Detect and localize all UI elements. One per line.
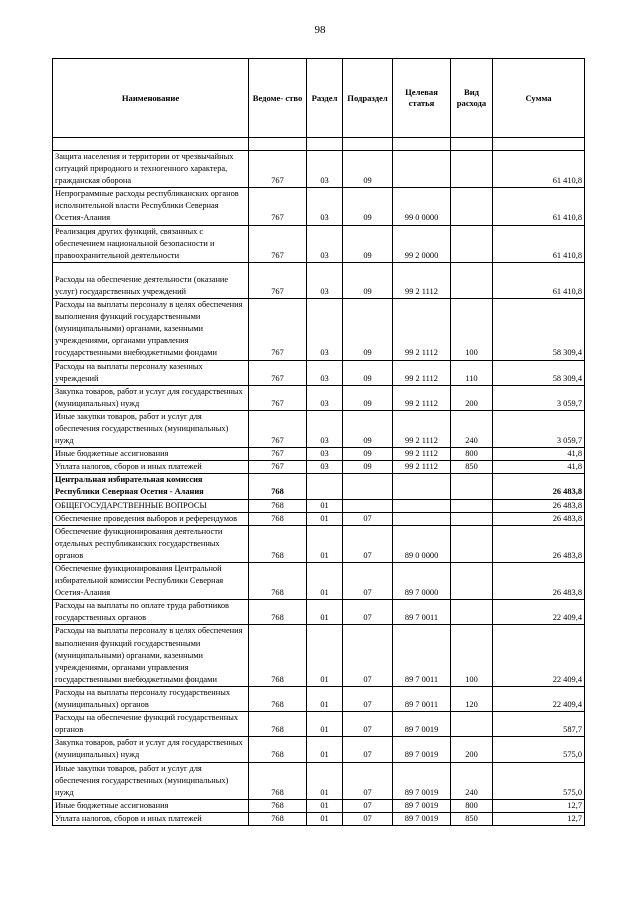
cell-target: 89 7 0019 [393, 762, 451, 799]
cell-subsection: 09 [343, 410, 393, 447]
cell-subsection: 09 [343, 448, 393, 461]
table-row [53, 151, 585, 188]
cell-section: 03 [307, 410, 343, 447]
table-row [53, 563, 585, 600]
cell-section: 03 [307, 151, 343, 188]
cell-target [393, 512, 451, 525]
cell-name: Реализация других функций, связанных с обеспечением национальной безопасности и правоохранительной деятельности [53, 225, 249, 262]
header-name: Наименование [53, 59, 249, 138]
cell-target: 99 2 1112 [393, 299, 451, 360]
table-row [53, 385, 585, 410]
cell-section: 01 [307, 799, 343, 812]
cell-sum: 22 409,4 [493, 625, 585, 686]
cell-sum: 41,8 [493, 448, 585, 461]
cell-subsection [343, 499, 393, 512]
cell-subsection: 07 [343, 512, 393, 525]
cell-target: 99 2 1112 [393, 448, 451, 461]
cell-target: 99 2 1112 [393, 385, 451, 410]
cell-subsection: 09 [343, 151, 393, 188]
cell-target: 99 2 1112 [393, 410, 451, 447]
table-body [53, 138, 585, 826]
cell-sum: 3 059,7 [493, 410, 585, 447]
cell-type: 120 [451, 686, 493, 711]
cell-name: Обеспечение функционирования деятельности отдельных республиканских государственных органов [53, 525, 249, 562]
cell-target: 99 2 1112 [393, 262, 451, 298]
cell-dept: 767 [249, 262, 307, 298]
cell-dept: 767 [249, 448, 307, 461]
table-row [53, 448, 585, 461]
table-row [53, 625, 585, 686]
cell-name: Закупка товаров, работ и услуг для государственных (муниципальных) нужд [53, 385, 249, 410]
cell-section: 01 [307, 737, 343, 762]
cell-type [451, 600, 493, 625]
cell-dept: 768 [249, 474, 307, 499]
cell-sum: 26 483,8 [493, 474, 585, 499]
cell-type [451, 712, 493, 737]
cell-dept: 767 [249, 299, 307, 360]
table-row [53, 737, 585, 762]
header-sum: Сумма [493, 59, 585, 138]
cell-type: 110 [451, 360, 493, 385]
cell-type: 200 [451, 385, 493, 410]
cell-sum: 575,0 [493, 737, 585, 762]
cell-name: Расходы на выплаты персоналу казенных учреждений [53, 360, 249, 385]
cell-subsection: 09 [343, 461, 393, 474]
table-header-row [53, 59, 585, 138]
cell-name: Расходы на обеспечение функций государственных органов [53, 712, 249, 737]
cell-subsection: 07 [343, 686, 393, 711]
cell-sum: 22 409,4 [493, 686, 585, 711]
cell-type: 800 [451, 448, 493, 461]
cell-section: 01 [307, 512, 343, 525]
cell-dept: 768 [249, 712, 307, 737]
cell-name: Иные закупки товаров, работ и услуг для обеспечения государственных (муниципальных) нужд [53, 410, 249, 447]
cell-section: 03 [307, 448, 343, 461]
table-row [53, 299, 585, 360]
cell-type [451, 563, 493, 600]
cell-sum: 12,7 [493, 799, 585, 812]
cell-section: 01 [307, 625, 343, 686]
cell-dept: 768 [249, 799, 307, 812]
cell-name: Расходы на выплаты персоналу в целях обеспечения выполнения функций государственными (муниципальными) органами, казенными учреждениями, органами управления государственными внебюджетными фондами [53, 299, 249, 360]
cell-name: Центральная избирательная комиссия Республики Северная Осетия - Алания [53, 474, 249, 499]
cell-section: 01 [307, 525, 343, 562]
cell-dept: 767 [249, 410, 307, 447]
cell-dept: 767 [249, 385, 307, 410]
table-row [53, 686, 585, 711]
cell-dept: 768 [249, 512, 307, 525]
cell-target: 99 2 0000 [393, 225, 451, 262]
cell-dept: 768 [249, 686, 307, 711]
table-row [53, 762, 585, 799]
table-row [53, 712, 585, 737]
cell-target: 89 7 0019 [393, 712, 451, 737]
cell-dept: 767 [249, 461, 307, 474]
cell-type [451, 225, 493, 262]
cell-subsection: 09 [343, 262, 393, 298]
cell-dept: 767 [249, 151, 307, 188]
cell-name: ОБЩЕГОСУДАРСТВЕННЫЕ ВОПРОСЫ [53, 499, 249, 512]
cell-section: 03 [307, 262, 343, 298]
header-section: Раздел [307, 59, 343, 138]
cell-sum: 26 483,8 [493, 512, 585, 525]
page-number: 98 [314, 24, 326, 36]
cell-subsection: 09 [343, 188, 393, 225]
cell-subsection: 07 [343, 625, 393, 686]
cell-type [451, 188, 493, 225]
cell-name: Иные закупки товаров, работ и услуг для обеспечения государственных (муниципальных) нужд [53, 762, 249, 799]
cell-target: 89 7 0011 [393, 625, 451, 686]
cell-type: 100 [451, 299, 493, 360]
cell-type: 850 [451, 812, 493, 825]
cell-subsection [343, 474, 393, 499]
cell-subsection: 07 [343, 737, 393, 762]
table-row [53, 461, 585, 474]
table-row [53, 812, 585, 825]
cell-subsection: 07 [343, 812, 393, 825]
cell-name: Уплата налогов, сборов и иных платежей [53, 461, 249, 474]
cell-name: Обеспечение проведения выборов и референдумов [53, 512, 249, 525]
cell-subsection: 07 [343, 762, 393, 799]
cell-type: 240 [451, 762, 493, 799]
cell-subsection: 07 [343, 600, 393, 625]
cell-name: Непрограммные расходы республиканских органов исполнительной власти Республики Северная Осетия-Алания [53, 188, 249, 225]
table-row [53, 499, 585, 512]
cell-section: 03 [307, 360, 343, 385]
cell-subsection: 07 [343, 712, 393, 737]
cell-dept: 767 [249, 188, 307, 225]
cell-target: 89 7 0011 [393, 600, 451, 625]
cell-dept: 767 [249, 225, 307, 262]
cell-section: 03 [307, 225, 343, 262]
cell-section: 01 [307, 712, 343, 737]
cell-dept: 768 [249, 737, 307, 762]
cell-section: 03 [307, 385, 343, 410]
cell-sum: 58 309,4 [493, 360, 585, 385]
cell-sum: 61 410,8 [493, 188, 585, 225]
cell-name: Расходы на выплаты персоналу в целях обеспечения выполнения функций государственными (муниципальными) органами, казенными учреждениями, органами управления государственными внебюджетными фондами [53, 625, 249, 686]
cell-name: Расходы на выплаты персоналу государственных (муниципальных) органов [53, 686, 249, 711]
table-row [53, 525, 585, 562]
cell-sum: 26 483,8 [493, 499, 585, 512]
cell-sum: 41,8 [493, 461, 585, 474]
cell-target: 99 0 0000 [393, 188, 451, 225]
cell-sum: 26 483,8 [493, 525, 585, 562]
cell-type [451, 474, 493, 499]
cell-name: Уплата налогов, сборов и иных платежей [53, 812, 249, 825]
table-row [53, 600, 585, 625]
cell-subsection: 09 [343, 360, 393, 385]
cell-section: 01 [307, 812, 343, 825]
cell-sum: 22 409,4 [493, 600, 585, 625]
cell-name: Иные бюджетные ассигнования [53, 799, 249, 812]
cell-dept: 768 [249, 625, 307, 686]
cell-subsection: 07 [343, 799, 393, 812]
cell-section [307, 474, 343, 499]
cell-name: Иные бюджетные ассигнования [53, 448, 249, 461]
cell-target [393, 499, 451, 512]
cell-target: 89 7 0011 [393, 686, 451, 711]
cell-target: 99 2 1112 [393, 360, 451, 385]
cell-section: 01 [307, 600, 343, 625]
cell-name: Обеспечение функционирования Центральной избирательной комиссии Республики Северная Осетия-Алания [53, 563, 249, 600]
cell-section: 03 [307, 299, 343, 360]
cell-sum: 61 410,8 [493, 225, 585, 262]
cell-section: 01 [307, 563, 343, 600]
cell-dept: 768 [249, 762, 307, 799]
cell-dept: 768 [249, 563, 307, 600]
cell-sum: 26 483,8 [493, 563, 585, 600]
cell-target [393, 474, 451, 499]
cell-name: Защита населения и территории от чрезвычайных ситуаций природного и техногенного характера, гражданская оборона [53, 151, 249, 188]
cell-type [451, 151, 493, 188]
cell-name: Расходы на выплаты по оплате труда работников государственных органов [53, 600, 249, 625]
cell-section: 01 [307, 686, 343, 711]
cell-subsection: 07 [343, 525, 393, 562]
cell-section: 01 [307, 762, 343, 799]
cell-target: 89 7 0000 [393, 563, 451, 600]
cell-sum: 61 410,8 [493, 151, 585, 188]
cell-type: 800 [451, 799, 493, 812]
cell-type: 200 [451, 737, 493, 762]
cell-target: 89 0 0000 [393, 525, 451, 562]
cell-type: 240 [451, 410, 493, 447]
cell-sum: 58 309,4 [493, 299, 585, 360]
cell-type: 100 [451, 625, 493, 686]
table-row [53, 410, 585, 447]
cell-section: 01 [307, 499, 343, 512]
cell-sum: 3 059,7 [493, 385, 585, 410]
table-row [53, 799, 585, 812]
table-row [53, 512, 585, 525]
table-row [53, 360, 585, 385]
cell-dept: 767 [249, 360, 307, 385]
cell-dept: 768 [249, 812, 307, 825]
spacer-row [53, 138, 585, 151]
cell-type [451, 262, 493, 298]
cell-target: 89 7 0019 [393, 812, 451, 825]
cell-target: 89 7 0019 [393, 799, 451, 812]
budget-table [52, 58, 585, 826]
cell-section: 03 [307, 461, 343, 474]
cell-sum: 587,7 [493, 712, 585, 737]
table-row [53, 188, 585, 225]
cell-dept: 768 [249, 600, 307, 625]
cell-target: 99 2 1112 [393, 461, 451, 474]
cell-name: Закупка товаров, работ и услуг для государственных (муниципальных) нужд [53, 737, 249, 762]
cell-target [393, 151, 451, 188]
header-subsection: Подраздел [343, 59, 393, 138]
cell-type: 850 [451, 461, 493, 474]
cell-subsection: 09 [343, 299, 393, 360]
cell-subsection: 09 [343, 385, 393, 410]
cell-target: 89 7 0019 [393, 737, 451, 762]
cell-section: 03 [307, 188, 343, 225]
table-row [53, 474, 585, 499]
cell-name: Расходы на обеспечение деятельности (оказание услуг) государственных учреждений [53, 262, 249, 298]
cell-type [451, 525, 493, 562]
cell-subsection: 09 [343, 225, 393, 262]
cell-type [451, 512, 493, 525]
cell-sum: 575,0 [493, 762, 585, 799]
cell-dept: 768 [249, 499, 307, 512]
cell-dept: 768 [249, 525, 307, 562]
header-type: Вид расхода [451, 59, 493, 138]
header-dept: Ведоме- ство [249, 59, 307, 138]
table-row [53, 262, 585, 298]
cell-sum: 12,7 [493, 812, 585, 825]
cell-sum: 61 410,8 [493, 262, 585, 298]
cell-type [451, 499, 493, 512]
header-target: Целевая статья [393, 59, 451, 138]
table-row [53, 225, 585, 262]
cell-subsection: 07 [343, 563, 393, 600]
